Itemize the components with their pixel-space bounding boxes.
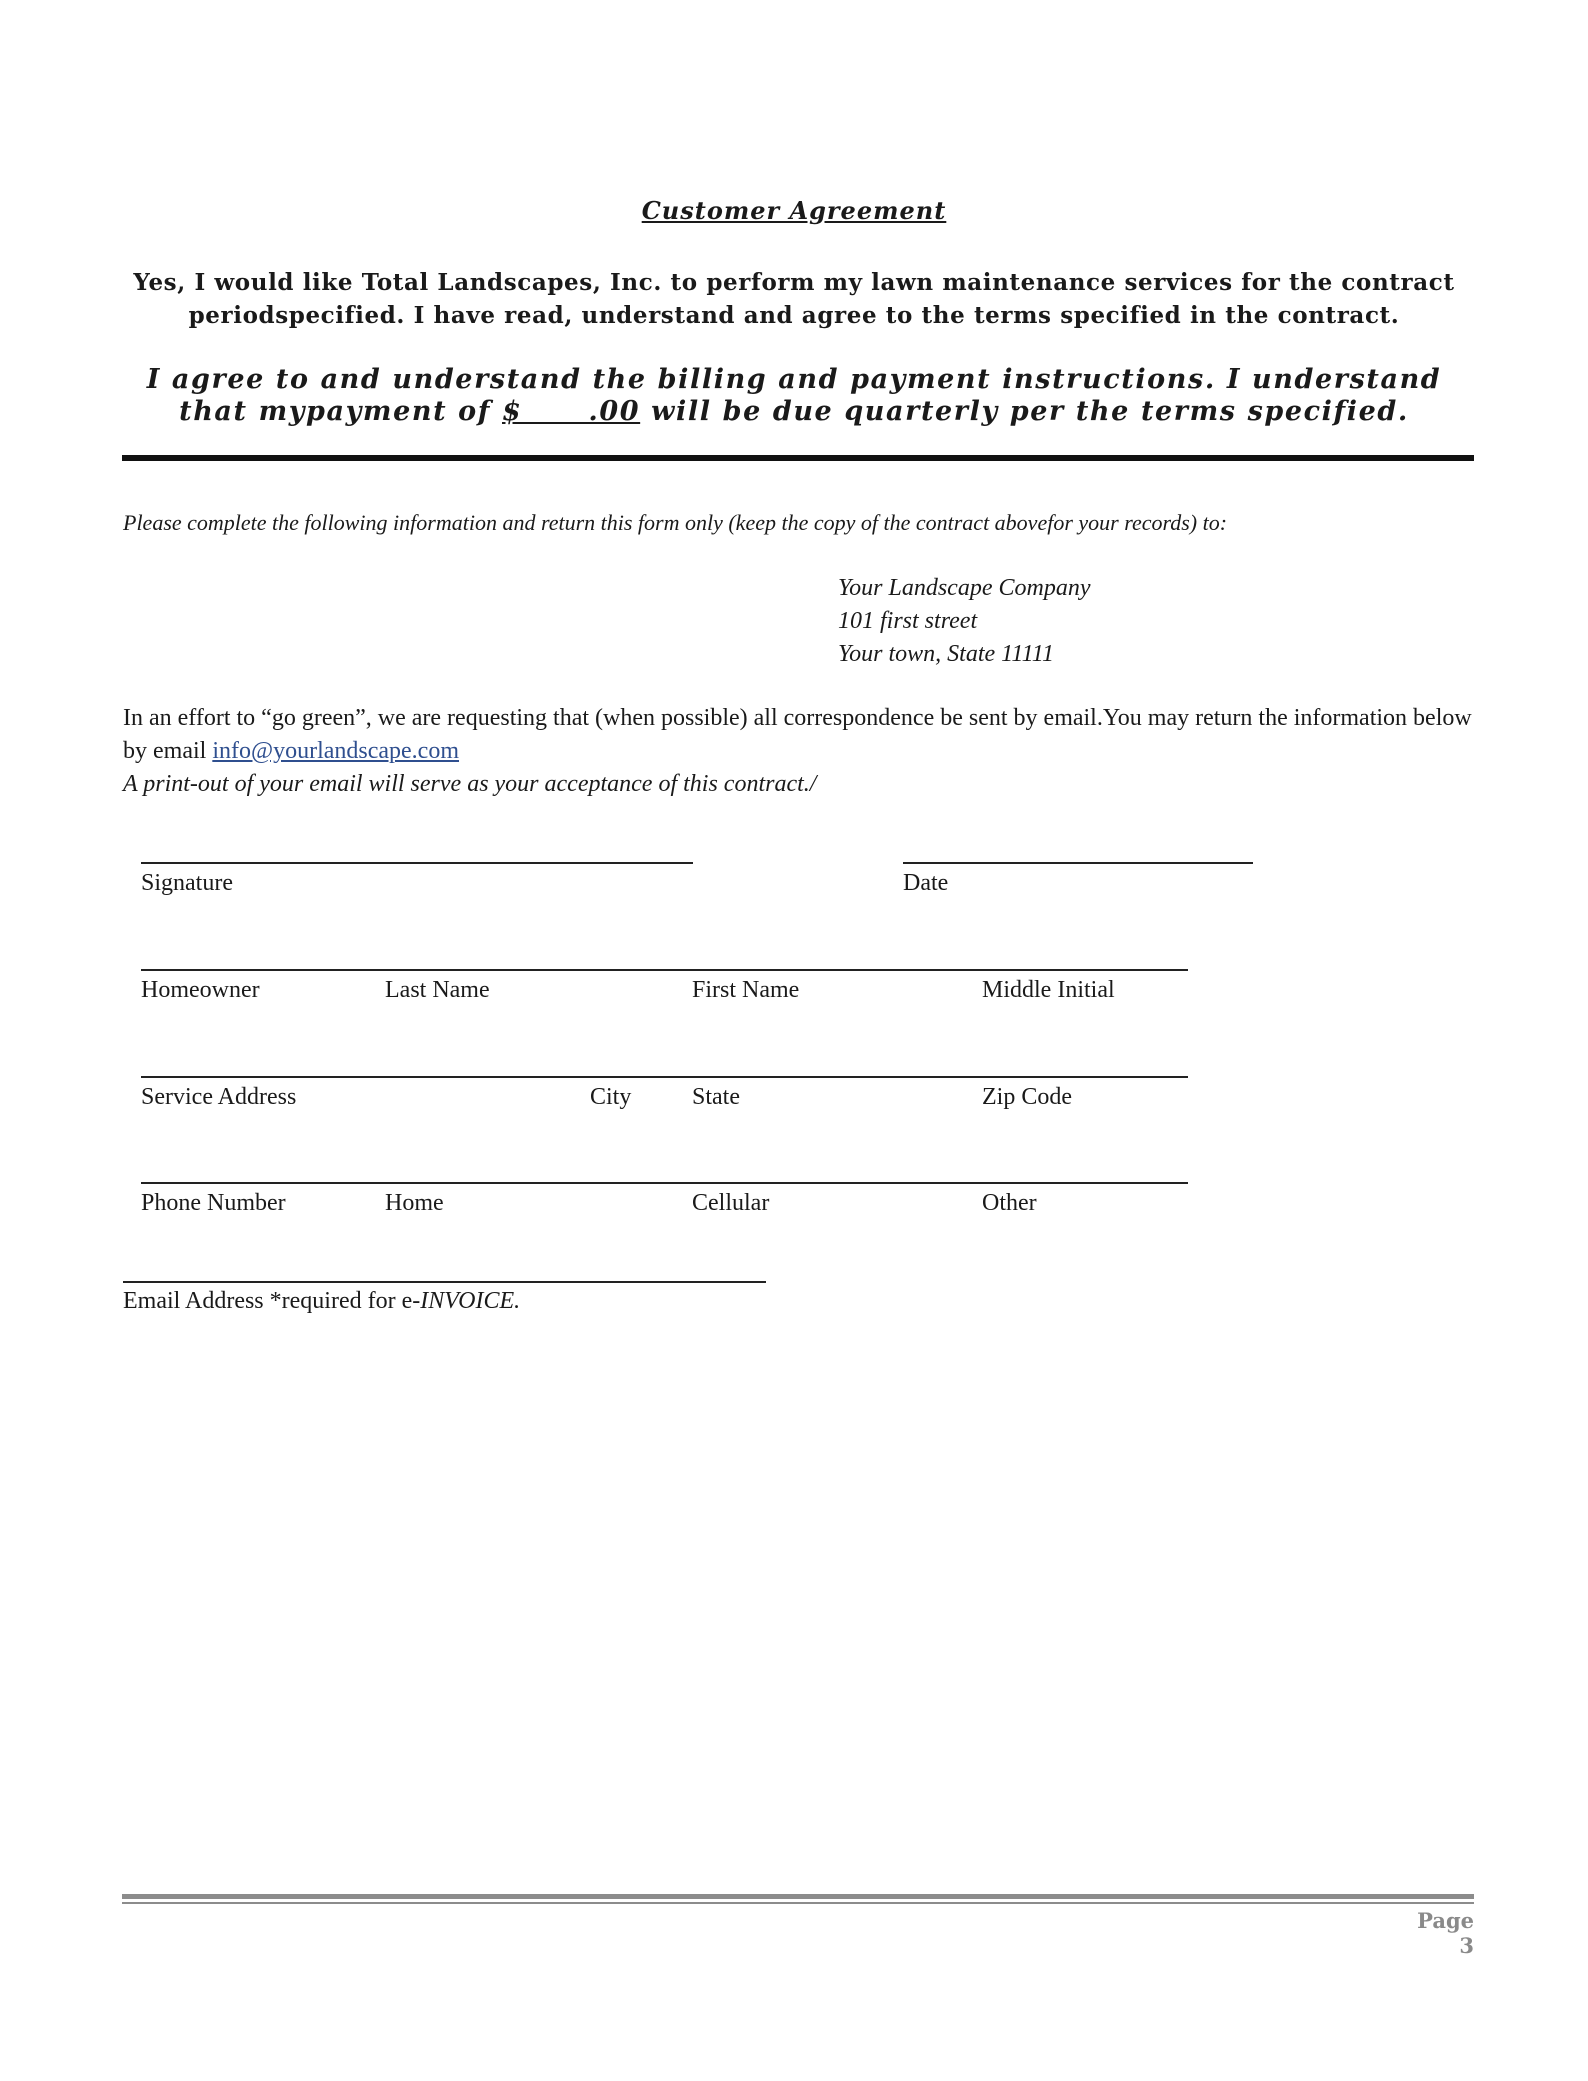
city-label: City xyxy=(590,1084,632,1110)
last-name-label: Last Name xyxy=(385,977,490,1003)
phone-number-label: Phone Number xyxy=(141,1190,286,1216)
address-city-state: Your town, State 11111 xyxy=(838,641,1055,667)
date-label: Date xyxy=(903,870,949,896)
footer-rule xyxy=(122,1894,1474,1899)
go-green-paragraph xyxy=(123,702,1473,801)
date-line[interactable] xyxy=(903,862,1253,864)
homeowner-label: Homeowner xyxy=(141,977,260,1003)
state-label: State xyxy=(692,1084,740,1110)
agreement-text-before: I agree to and understand the billing and payment instructions. I understand that mypayment of xyxy=(146,364,1442,427)
home-phone-label: Home xyxy=(385,1190,444,1216)
signature-line[interactable] xyxy=(141,862,693,864)
payment-amount: $ .00 xyxy=(502,396,641,427)
page-number: Page 3 xyxy=(1417,1908,1474,1958)
other-phone-label: Other xyxy=(982,1190,1037,1216)
email-link[interactable]: info@yourlandscape.com xyxy=(212,738,460,764)
einvoice-text: INVOICE. xyxy=(420,1288,521,1314)
zip-code-label: Zip Code xyxy=(982,1084,1072,1110)
return-instructions: Please complete the following information and return this form only (keep the copy of the contract abovefor your records) to: xyxy=(123,510,1228,535)
address-street: 101 first street xyxy=(838,608,978,634)
acceptance-note: A print-out of your email will serve as your acceptance of this contract./ xyxy=(123,771,817,797)
email-address-label xyxy=(123,1288,520,1315)
homeowner-line[interactable] xyxy=(141,969,1188,971)
signature-label: Signature xyxy=(141,870,233,896)
cellular-phone-label: Cellular xyxy=(692,1190,770,1216)
page-title: Customer Agreement xyxy=(641,196,947,225)
section-divider xyxy=(122,455,1474,461)
service-address-label: Service Address xyxy=(141,1084,297,1110)
go-green-text: In an effort to “go green”, we are requesting that (when possible) all correspondence be sent by email.You may return the information below by email xyxy=(123,705,1472,764)
footer-rule-thin xyxy=(122,1902,1474,1904)
first-name-label: First Name xyxy=(692,977,800,1003)
phone-number-line[interactable] xyxy=(141,1182,1188,1184)
email-address-text: Email Address *required for e- xyxy=(123,1288,421,1314)
middle-initial-label: Middle Initial xyxy=(982,977,1115,1003)
agreement-text-after: will be due quarterly per the terms specified. xyxy=(640,396,1409,427)
address-company: Your Landscape Company xyxy=(838,575,1091,601)
email-address-line[interactable] xyxy=(123,1281,766,1283)
return-address xyxy=(838,572,1090,671)
intro-paragraph: Yes, I would like Total Landscapes, Inc. to perform my lawn maintenance services for the contract periodspecified. I have read, understand and agree to the terms specified in the contract. xyxy=(133,269,1455,329)
payment-agreement xyxy=(120,364,1468,428)
service-address-line[interactable] xyxy=(141,1076,1188,1078)
